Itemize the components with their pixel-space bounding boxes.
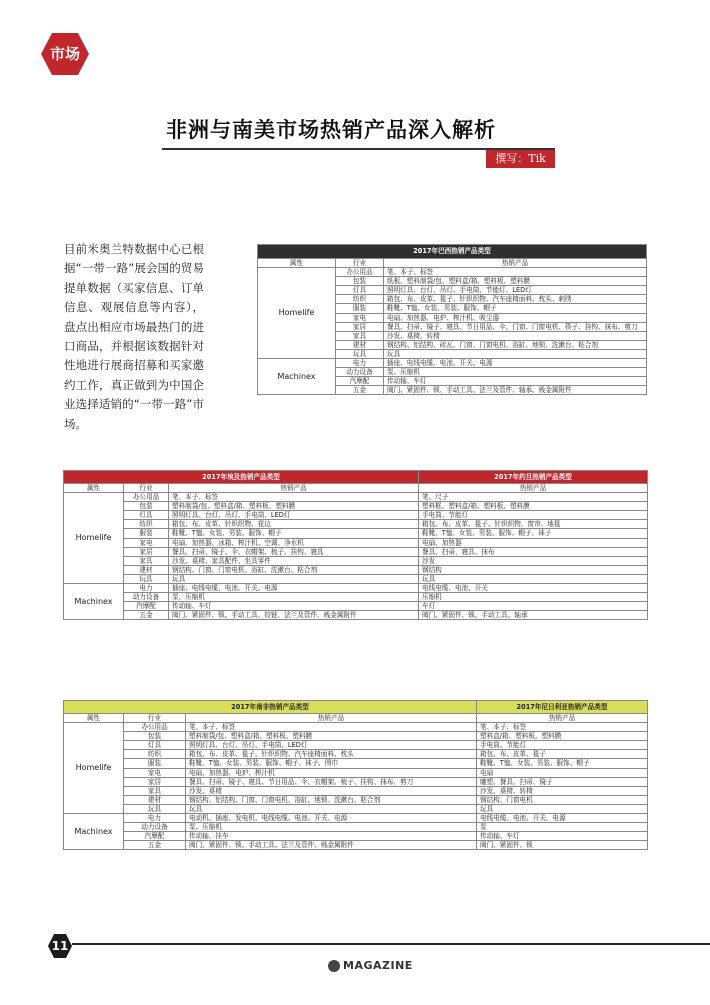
industry-cell: 建材 [336, 340, 384, 349]
industry-cell: 电力 [336, 359, 384, 368]
industry-cell: 五金 [336, 386, 384, 395]
table-row [64, 556, 648, 565]
products-cell: 笔、本子、标签 [169, 493, 419, 502]
industry-cell: 建材 [124, 795, 186, 804]
table-row [64, 823, 648, 832]
table-row [64, 520, 648, 529]
products-cell: 塑料框、塑料盒/箱、塑料板、塑料膜 [419, 502, 648, 511]
header-attr: 属性 [258, 259, 336, 268]
industry-cell: 动力设备 [124, 823, 186, 832]
products-cell: 沙发、桌椅、转椅 [384, 331, 647, 340]
header-industry: 行业 [124, 484, 169, 493]
industry-cell: 家电 [124, 538, 169, 547]
header-products: 热销产品 [419, 484, 648, 493]
products-cell: 插座、电线电缆、电池、开关、电源 [384, 359, 647, 368]
group-label: Machinex [64, 584, 124, 620]
industry-cell: 电力 [124, 814, 186, 823]
industry-cell: 包装 [124, 732, 186, 741]
products-cell: 阀门、紧固件、锁 [477, 841, 648, 850]
table-row [258, 268, 647, 277]
industry-cell: 家电 [124, 768, 186, 777]
group-label: Homelife [64, 723, 124, 814]
table-row [64, 795, 648, 804]
products-cell: 电扇、加热器、电炉、榨汁机 [186, 768, 477, 777]
industry-cell: 家具 [124, 786, 186, 795]
industry-cell: 家居 [124, 547, 169, 556]
globe-icon [328, 960, 340, 972]
industry-cell: 办公用品 [336, 268, 384, 277]
industry-cell: 电力 [124, 584, 169, 593]
southafrica-nigeria-table [63, 700, 648, 850]
products-cell: 压缩机 [419, 593, 648, 602]
products-cell: 玩具 [186, 804, 477, 813]
table-row [64, 768, 648, 777]
products-cell: 钢结构、门窗、门窗电机、浴缸、洗漱台、粘合剂 [169, 565, 419, 574]
products-cell: 鞋靴、T恤、女装、男装、服饰、帽子 [477, 759, 648, 768]
products-cell: 鞋靴、T恤、女装、男装、服饰、帽子 [384, 304, 647, 313]
author-tag: 撰写：Tik [486, 150, 555, 168]
brazil-table [257, 244, 647, 395]
products-cell: 电线电缆、电池、开关 [419, 584, 648, 593]
table-row [64, 602, 648, 611]
table-row [64, 832, 648, 841]
products-cell: 泵、压缩机 [186, 823, 477, 832]
header-attr: 属性 [64, 484, 124, 493]
products-cell: 纸板、塑料制袋/包、塑料盒/箱、塑料板、塑料膜 [384, 277, 647, 286]
products-cell: 泵、压缩机 [384, 368, 647, 377]
products-cell: 餐具、扫帚、寝具、抹布 [419, 547, 648, 556]
industry-cell: 家居 [336, 322, 384, 331]
group-label: Homelife [258, 268, 336, 359]
industry-cell: 服装 [336, 304, 384, 313]
industry-cell: 玩具 [124, 574, 169, 583]
header-products: 热销产品 [384, 259, 647, 268]
products-cell: 电扇 [477, 768, 648, 777]
products-cell: 电线电缆、电池、开关、电源 [477, 814, 648, 823]
table-row [64, 777, 648, 786]
products-cell: 电扇、加热器、电炉、榨汁机、吸尘器 [384, 313, 647, 322]
products-cell: 照明灯具、台灯、吊灯、手电筒、LED灯 [169, 511, 419, 520]
products-cell: 照明灯具、台灯、吊灯、手电筒、LED灯 [186, 741, 477, 750]
industry-cell: 灯具 [124, 741, 186, 750]
industry-cell: 五金 [124, 841, 186, 850]
group-label: Homelife [64, 493, 124, 584]
products-cell: 塑料盒/箱、塑料板、塑料膜 [477, 732, 648, 741]
industry-cell: 动力设备 [124, 593, 169, 602]
table-row [64, 804, 648, 813]
header-products: 热销产品 [169, 484, 419, 493]
industry-cell: 家居 [124, 777, 186, 786]
products-cell: 钢结构、铝结构、砖瓦、门窗、门窗电机、浴缸、地锁、洗漱台、粘合剂 [384, 340, 647, 349]
table-title-left: 2017年埃及热销产品类型 [64, 471, 419, 484]
table-row [64, 574, 648, 583]
intro-paragraph: 目前米奥兰特数据中心已根据“一带一路”展会国的贸易提单数据（买家信息、订单信息、观展信息等内容），盘点出相应市场最热门的进口商品，并根据该数据针对性地进行展商招募和买家邀约工作，真正做到为中国企业选择适销的“一带一路”市场。 [64, 242, 204, 431]
industry-cell: 办公用品 [124, 493, 169, 502]
table-body [64, 493, 648, 620]
table-title-left: 2017年南非热销产品类型 [64, 701, 477, 714]
industry-cell: 纺织 [124, 520, 169, 529]
industry-cell: 纺织 [124, 750, 186, 759]
table-body [64, 723, 648, 850]
table-row [64, 741, 648, 750]
table-row [64, 723, 648, 732]
industry-cell: 家具 [124, 556, 169, 565]
industry-cell: 服装 [124, 529, 169, 538]
header-industry: 行业 [336, 259, 384, 268]
industry-cell: 灯具 [336, 286, 384, 295]
products-cell: 玩具 [477, 804, 648, 813]
products-cell: 钢结构、铝结构、门窗、门窗电机、浴缸、地锁、洗漱台、粘合剂 [186, 795, 477, 804]
industry-cell: 玩具 [336, 349, 384, 358]
section-badge-label: 市场 [49, 45, 80, 63]
products-cell: 车灯 [419, 602, 648, 611]
header-products: 热销产品 [186, 714, 477, 723]
table-row [64, 750, 648, 759]
industry-cell: 汽摩配 [124, 602, 169, 611]
products-cell: 电扇、加热器、冰箱、榨汁机、空调、净水机 [169, 538, 419, 547]
products-cell: 笔、本子、标签 [384, 268, 647, 277]
industry-cell: 五金 [124, 611, 169, 620]
products-cell: 笔、本子、标签 [186, 723, 477, 732]
products-cell: 玩具 [384, 349, 647, 358]
products-cell: 塑料制袋/包、塑料盒/箱、塑料板、塑料膜 [169, 502, 419, 511]
products-cell: 沙发、桌椅、家具配件、坐具零件 [169, 556, 419, 565]
page-number-badge [47, 933, 73, 959]
industry-cell: 家电 [336, 313, 384, 322]
products-cell: 阀门、紧固件、锁、手动工具、轴承 [419, 611, 648, 620]
products-cell: 餐具、扫帚、镜子、伞、衣帽架、梳子、挂钩、寝具 [169, 547, 419, 556]
table-row [64, 493, 648, 502]
products-cell: 箱包、布、皮革、毯子、针织织物、汽车座椅面料、枕头 [186, 750, 477, 759]
industry-cell: 建材 [124, 565, 169, 574]
table-row [64, 511, 648, 520]
products-cell: 餐具、扫帚、镜子、寝具、节日用品、伞、衣帽架、梳子、挂钩、抹布、剪刀 [186, 777, 477, 786]
products-cell: 传动轴、车灯 [477, 832, 648, 841]
table-row [64, 611, 648, 620]
products-cell: 玩具 [169, 574, 419, 583]
table-row [64, 538, 648, 547]
industry-cell: 玩具 [124, 804, 186, 813]
products-cell: 鞋靴、T恤、女装、男装、服饰、帽子、袜子 [419, 529, 648, 538]
table-row [64, 732, 648, 741]
products-cell: 传动轴、车灯 [384, 377, 647, 386]
products-cell: 沙发 [419, 556, 648, 565]
products-cell: 餐具、扫帚、镜子、寝具、节日用品、伞、门窗、门窗电机、筷子、挂钩、抹布、剪刀 [384, 322, 647, 331]
page-title: 非洲与南美市场热销产品深入解析 [166, 118, 496, 142]
page-number: 11 [51, 939, 69, 953]
products-cell: 鞋靴、T恤、女装、男装、服饰、帽子 [169, 529, 419, 538]
products-cell: 箱包、布、皮革、毯子、针织织物、汽车座椅面料、枕头、刺绣 [384, 295, 647, 304]
products-cell: 阀门、紧固件、锁、手动工具、法兰及管件、贱金属附件 [186, 841, 477, 850]
group-label: Machinex [64, 814, 124, 850]
egypt-jordan-table [63, 470, 648, 620]
table-row [64, 593, 648, 602]
products-cell: 手电筒、节能灯 [477, 741, 648, 750]
section-badge [40, 32, 90, 76]
header-products: 热销产品 [477, 714, 648, 723]
table-row [64, 529, 648, 538]
industry-cell: 服装 [124, 759, 186, 768]
footer-brand-label: MAGAZINE [343, 959, 413, 972]
table-row [64, 759, 648, 768]
industry-cell: 包装 [336, 277, 384, 286]
industry-cell: 汽摩配 [124, 832, 186, 841]
products-cell: 照明灯具、台灯、吊灯、手电筒、节能灯、LED灯 [384, 286, 647, 295]
products-cell: 阀门、紧固件、锁、手动工具、法兰及管件、轴承、贱金属附件 [384, 386, 647, 395]
table-row [64, 502, 648, 511]
products-cell: 笔、本子、标签 [477, 723, 648, 732]
products-cell: 传动轴、车灯 [169, 602, 419, 611]
group-label: Machinex [258, 359, 336, 395]
products-cell: 电动机、插座、发电机、电线电缆、电池、开关、电源 [186, 814, 477, 823]
products-cell: 箱包、布、皮革、毯子 [477, 750, 648, 759]
industry-cell: 灯具 [124, 511, 169, 520]
table-title-right: 2017年尼日利亚热销产品类型 [477, 701, 648, 714]
industry-cell: 汽摩配 [336, 377, 384, 386]
footer-brand [328, 959, 413, 972]
industry-cell: 纺织 [336, 295, 384, 304]
products-cell: 泵 [477, 823, 648, 832]
table-row [64, 814, 648, 823]
industry-cell: 办公用品 [124, 723, 186, 732]
table-row [64, 841, 648, 850]
table-row [64, 786, 648, 795]
industry-cell: 动力设备 [336, 368, 384, 377]
table-row [64, 547, 648, 556]
header-industry: 行业 [124, 714, 186, 723]
products-cell: 泵、压缩机 [169, 593, 419, 602]
products-cell: 笔、尺子 [419, 493, 648, 502]
table-row [64, 584, 648, 593]
table-row [258, 359, 647, 368]
products-cell: 阀门、紧固件、锁、手动工具、铰链、法兰及管件、贱金属附件 [169, 611, 419, 620]
products-cell: 雕塑、餐具、扫帚、镜子 [477, 777, 648, 786]
footer-divider [72, 943, 710, 945]
products-cell: 钢结构 [419, 565, 648, 574]
products-cell: 箱包、布、皮革、针织织物、花边 [169, 520, 419, 529]
products-cell: 鞋靴、T恤、女装、男装、服饰、帽子、袜子、围巾 [186, 759, 477, 768]
table-title: 2017年巴西热销产品类型 [258, 245, 647, 259]
table-body [258, 268, 647, 395]
table-row [64, 565, 648, 574]
header-attr: 属性 [64, 714, 124, 723]
products-cell: 沙发、桌椅、转椅 [477, 786, 648, 795]
products-cell: 玩具 [419, 574, 648, 583]
products-cell: 塑料制袋/包、塑料盒/箱、塑料板、塑料膜 [186, 732, 477, 741]
products-cell: 电扇、加热器 [419, 538, 648, 547]
table-title-right: 2017年约旦热销产品类型 [419, 471, 648, 484]
industry-cell: 包装 [124, 502, 169, 511]
products-cell: 箱包、布、皮革、毯子、针织织物、窗帘、地毯 [419, 520, 648, 529]
products-cell: 手电筒、节能灯 [419, 511, 648, 520]
industry-cell: 家具 [336, 331, 384, 340]
products-cell: 传动轴、挂车 [186, 832, 477, 841]
products-cell: 插座、电线电缆、电池、开关、电源 [169, 584, 419, 593]
products-cell: 钢结构、门窗电机 [477, 795, 648, 804]
products-cell: 沙发、桌椅 [186, 786, 477, 795]
